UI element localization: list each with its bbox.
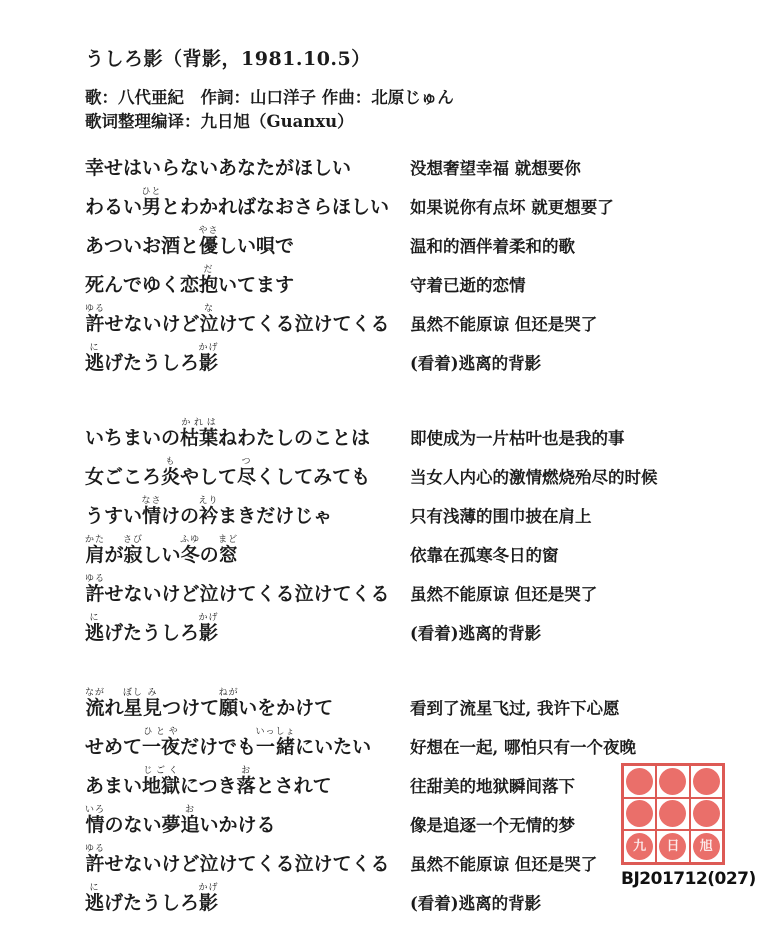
seal-circle [693, 800, 720, 827]
chinese-line: 好想在一起, 哪怕只有一个夜晚 [410, 738, 636, 758]
chinese-line: (看着)逃离的背影 [410, 354, 542, 374]
japanese-line: わるい男ひととわかればなおさらほしい [85, 187, 390, 219]
chinese-line: 没想奢望幸福 就想要你 [410, 159, 581, 179]
japanese-line: せめて一夜ひとやだけでも一緒いっしょにいたい [85, 727, 372, 759]
lyric-row [85, 488, 745, 527]
japanese-line: うすい情なさけの衿えりまきだけじゃ [85, 496, 333, 528]
chinese-line: 当女人内心的激情燃烧殆尽的时候 [410, 468, 658, 488]
seal-cell [623, 830, 656, 863]
japanese-line: 許ゆるせないけど泣なけてくる泣けてくる [85, 304, 390, 336]
seal-cell [623, 765, 656, 798]
seal-circle: 日 [659, 833, 686, 860]
chinese-line: 虽然不能原谅 但还是哭了 [410, 315, 598, 335]
lyric-row [85, 335, 745, 374]
chinese-line: 守着已逝的恋情 [410, 276, 526, 296]
chinese-line: 如果说你有点坏 就更想要了 [410, 198, 614, 218]
lyric-row [85, 179, 745, 218]
seal-cell [623, 798, 656, 831]
song-title: うしろ影（背影，1981.10.5） [85, 48, 371, 70]
chinese-line: 虽然不能原谅 但还是哭了 [410, 585, 598, 605]
japanese-line: 死んでゆく恋抱だいてます [85, 265, 295, 297]
seal-circle [659, 800, 686, 827]
lyric-row [85, 218, 745, 257]
seal-circle [659, 768, 686, 795]
lyric-row [85, 296, 745, 335]
seal-cell [656, 765, 689, 798]
chinese-line: 像是追逐一个无情的梦 [410, 816, 575, 836]
chinese-line: 依靠在孤寒冬日的窗 [410, 546, 559, 566]
chinese-line: 往甜美的地狱瞬间落下 [410, 777, 575, 797]
japanese-line: 逃にげたうしろ影かげ [85, 883, 219, 915]
seal-circle: 旭 [693, 833, 720, 860]
chinese-line: 虽然不能原谅 但还是哭了 [410, 855, 598, 875]
seal-circle [693, 768, 720, 795]
lyric-row [85, 719, 745, 758]
song-header [85, 44, 705, 134]
seal-cell [690, 765, 723, 798]
seal-code: BJ201712(027) [621, 869, 756, 889]
japanese-line: 肩かたが寂さびしい冬ふゆの窓まど [85, 535, 239, 567]
japanese-line: 逃にげたうしろ影かげ [85, 343, 219, 375]
lyric-row [85, 527, 745, 566]
seal-cell [690, 830, 723, 863]
japanese-line: 幸せはいらないあなたがほしい [85, 157, 352, 180]
lyric-row [85, 140, 745, 179]
lyric-row [85, 605, 745, 644]
chinese-line: (看着)逃离的背影 [410, 894, 542, 914]
seal-cell [656, 798, 689, 831]
japanese-line: いちまいの枯葉かれはねわたしのことは [85, 418, 371, 450]
lyric-row [85, 680, 745, 719]
lyric-row [85, 410, 745, 449]
japanese-line: 流ながれ星ぼし見みつけて願ねがいをかけて [85, 688, 334, 720]
stanza [85, 410, 745, 644]
translation-credit: 歌词整理编译：九日旭（Guanxu） [85, 111, 354, 131]
japanese-line: あまい地獄じごくにつき落おとされて [85, 766, 332, 798]
chinese-line: (看着)逃离的背影 [410, 624, 542, 644]
japanese-line: 許ゆるせないけど泣けてくる泣けてくる [85, 844, 390, 876]
song-credits: 歌：八代亜紀 作詞：山口洋子 作曲：北原じゅん [85, 88, 454, 107]
japanese-line: 情いろのない夢追おいかける [85, 805, 276, 837]
seal-stamp [621, 763, 756, 889]
seal-grid [621, 763, 725, 865]
japanese-line: 許ゆるせないけど泣けてくる泣けてくる [85, 574, 390, 606]
seal-circle [626, 800, 653, 827]
chinese-line: 看到了流星飞过, 我许下心愿 [410, 699, 620, 719]
lyric-row [85, 566, 745, 605]
seal-cell [690, 798, 723, 831]
seal-circle [626, 768, 653, 795]
stanza [85, 140, 745, 374]
seal-circle: 九 [626, 833, 653, 860]
japanese-line: 女ごころ炎もやして尽つくしてみても [85, 457, 371, 489]
japanese-line: あついお酒と優やさしい唄で [85, 226, 295, 258]
chinese-line: 温和的酒伴着柔和的歌 [410, 237, 575, 257]
lyric-row [85, 257, 745, 296]
chinese-line: 只有浅薄的围巾披在肩上 [410, 507, 592, 527]
lyric-row [85, 449, 745, 488]
chinese-line: 即使成为一片枯叶也是我的事 [410, 429, 625, 449]
seal-cell [656, 830, 689, 863]
japanese-line: 逃にげたうしろ影かげ [85, 613, 219, 645]
